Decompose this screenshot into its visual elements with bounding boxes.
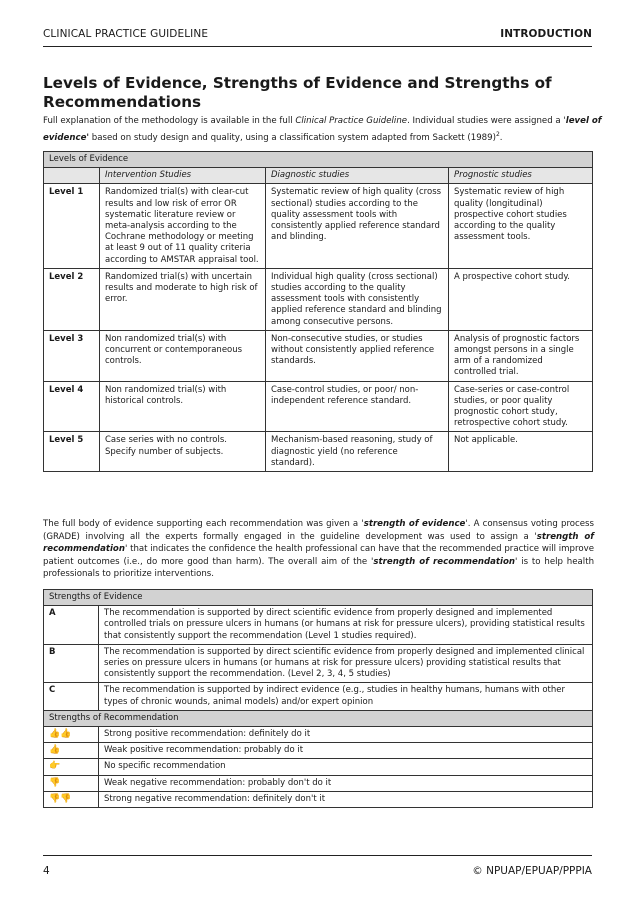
table-row: 👍👍 Strong positive recommendation: definitely do it [44,727,593,743]
table-row: Level 2 Randomized trial(s) with uncertain results and moderate to high risk of error. Individual high quality (cross sectional) studies according to the quality assessment tools with consistently applied reference standard and blinding among consecutive persons. A prospective cohort study. [44,268,593,330]
thumbs-up-icon: 👍 [44,743,99,759]
table-row: A The recommendation is supported by direct scientific evidence from properly designed and implemented controlled trials on pressure ulcers in humans (or humans at risk for pressure ulcers), providing statistical results that consistently support the recommendation (Level 1 studies required). [44,606,593,645]
col-diagnostic: Diagnostic studies [266,168,449,184]
running-footer [43,865,592,877]
footer-rule [43,855,592,856]
copyright: © NPUAP/EPUAP/PPPIA [472,865,592,877]
strengths-table [43,589,593,808]
intro-paragraph: Full explanation of the methodology is available in the full Clinical Practice Guideline. Individual studies were assigned a 'level of evidence' based on study design and quality, using a classification system adapted from Sackett $(1989)^2$. [43,116,602,143]
table-row: 👍 Weak positive recommendation: probably do it [44,743,593,759]
col-prognostic: Prognostic studies [449,168,593,184]
header-rule [43,46,592,47]
table-row: Level 4 Non randomized trial(s) with historical controls. Case-control studies, or poor/ non-independent reference standard. Case-series or case-control studies, or poor quality prognostic cohort study, retrospective cohort study. [44,381,593,432]
double-thumbs-down-icon: 👎👎 [44,791,99,807]
section-title: Levels of Evidence, Strengths of Evidence and Strengths of Recommendations [43,74,552,111]
header-right: INTRODUCTION [500,28,592,40]
table-row: B The recommendation is supported by direct scientific evidence from properly designed and implemented clinical series on pressure ulcers in humans (or humans at risk for pressure ulcers) providing statistical results that consistently support the recommendation. (Level 2, 3, 4, 5 studies) [44,644,593,683]
table-row: C The recommendation is supported by indirect evidence (e.g., studies in healthy humans, humans with other types of chronic wounds, animal models) and/or expert opinion [44,683,593,710]
running-header [43,28,592,40]
double-thumbs-up-icon: 👍👍 [44,727,99,743]
levels-of-evidence-table [43,151,593,472]
table-row: Level 5 Case series with no controls. Specify number of subjects. Mechanism-based reasoning, study of diagnostic yield (no reference standard). Not applicable. [44,432,593,472]
pointing-hand-icon: 👉 [44,759,99,775]
table-row: Level 1 Randomized trial(s) with clear-cut results and low risk of error OR systematic literature review or meta-analysis according to the Cochrane methodology or meeting at least 9 out of 11 quality criteria according to AMSTAR appraisal tool. Systematic review of high quality (cross sectional) studies according to the quality assessment tools with consistently applied reference standard and blinding. Systematic review of high quality (longitudinal) prospective cohort studies according to the quality assessment tools. [44,184,593,268]
strengths-of-evidence-caption: Strengths of Evidence [44,590,593,606]
thumbs-down-icon: 👎 [44,775,99,791]
table-row: 👎👎 Strong negative recommendation: definitely don't it [44,791,593,807]
table-row: 👎 Weak negative recommendation: probably don't do it [44,775,593,791]
header-left: CLINICAL PRACTICE GUIDELINE [43,28,209,40]
strength-explanation-paragraph: The full body of evidence supporting each recommendation was given a 'strength of evidence'. A consensus voting process (GRADE) involving all the experts formally engaged in the guideline development was used to assign a 'strength of recommendation' that indicates the confidence the health professional can have that the recommended practice will improve patient outcomes (i.e., do more good than harm). The overall aim of the 'strength of recommendation' is to help health professionals to prioritize interventions. [43,519,595,580]
table-row: 👉 No specific recommendation [44,759,593,775]
strengths-of-recommendation-caption: Strengths of Recommendation [44,710,593,726]
col-intervention: Intervention Studies [100,168,266,184]
table-row: Level 3 Non randomized trial(s) with concurrent or contemporaneous controls. Non-consecutive studies, or studies without consistently applied reference standards. Analysis of prognostic factors amongst persons in a single arm of a randomized controlled trial. [44,330,593,381]
page-number: 4 [43,865,50,877]
levels-table-caption: Levels of Evidence [44,152,593,168]
